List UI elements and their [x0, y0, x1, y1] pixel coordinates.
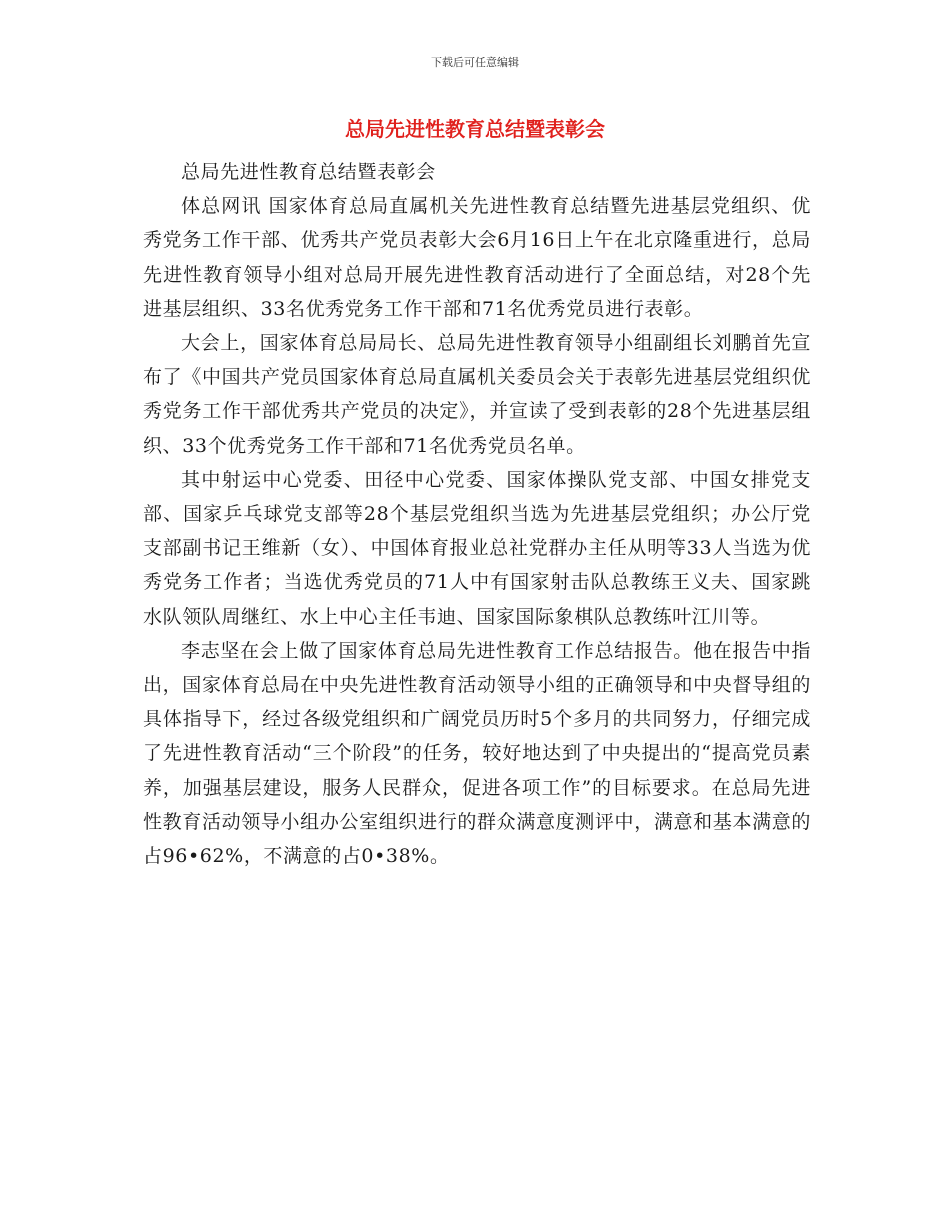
- paragraph-intro: 体总网讯 国家体育总局直属机关先进性教育总结暨先进基层党组织、优秀党务工作干部、优秀共产党员表彰大会6月16日上午在北京隆重进行，总局先进性教育领导小组对总局开展先进性教育活动进行了全面总结，对28个先进基层组织、33名优秀党务工作干部和71名优秀党员进行表彰。: [143, 195, 811, 320]
- document-body: [143, 155, 811, 873]
- document-title: 总局先进性教育总结暨表彰会: [345, 117, 605, 141]
- page-header-note: 下载后可任意编辑: [431, 56, 519, 69]
- paragraph-report: 李志坚在会上做了国家体育总局先进性教育工作总结报告。他在报告中指出，国家体育总局在中央先进性教育活动领导小组的正确领导和中央督导组的具体指导下，经过各级党组织和广阔党员历时5个多月的共同努力，仔细完成了先进性教育活动“三个阶段”的任务，较好地达到了中央提出的“提高党员素养，加强基层建设，服务人民群众，促进各项工作”的目标要求。在总局先进性教育活动领导小组办公室组织进行的群众满意度测评中，满意和基本满意的占96•62%，不满意的占0•38%。: [143, 639, 811, 868]
- paragraph-awardees: 其中射运中心党委、田径中心党委、国家体操队党支部、中国女排党支部、国家乒乓球党支部等28个基层党组织当选为先进基层党组织；办公厅党支部副书记王维新（女）、中国体育报业总社党群办主任从明等33人当选为优秀党务工作者；当选优秀党员的71人中有国家射击队总教练王义夫、国家跳水队领队周继红、水上中心主任韦迪、国家国际象棋队总教练叶江川等。: [143, 468, 811, 628]
- paragraph-subtitle: 总局先进性教育总结暨表彰会: [181, 161, 436, 183]
- paragraph-announcement: 大会上，国家体育总局局长、总局先进性教育领导小组副组长刘鹏首先宣布了《中国共产党员国家体育总局直属机关委员会关于表彰先进基层党组织优秀党务工作干部优秀共产党员的决定》，并宣读了受到表彰的28个先进基层组织、33个优秀党务工作干部和71名优秀党员名单。: [143, 332, 811, 457]
